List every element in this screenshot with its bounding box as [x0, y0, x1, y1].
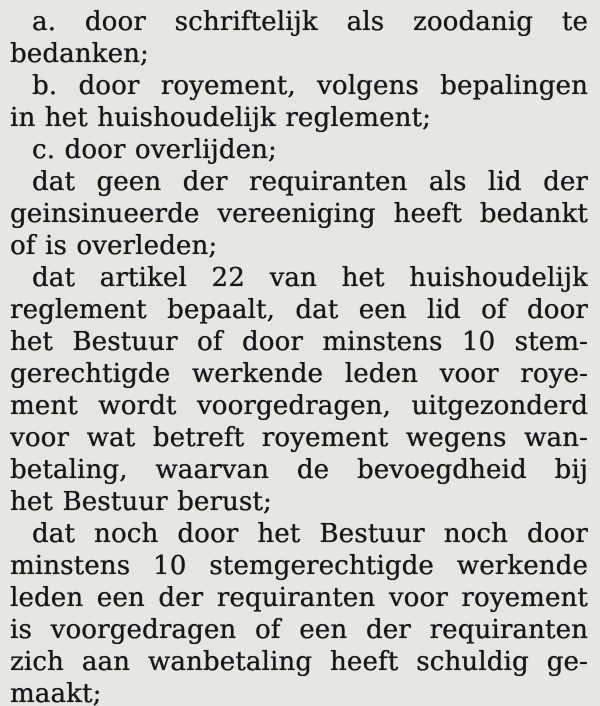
text-line: het Bestuur berust;	[10, 487, 272, 517]
text-line: dat noch door het Bestuur noch door	[32, 519, 588, 549]
text-line: c. door overlijden;	[32, 135, 277, 165]
text-line: gerechtigde werkende leden voor roye-	[10, 359, 588, 389]
text-line: het Bestuur of door minstens 10 stem-	[10, 327, 588, 357]
text-line: b. door royement, volgens bepalingen	[32, 71, 588, 101]
text-line: of is overleden;	[10, 231, 218, 261]
text-line: reglement bepaalt, dat een lid of door	[10, 295, 588, 325]
text-line: betaling, waarvan de bevoegdheid bij	[10, 455, 588, 485]
text-line: a. door schriftelijk als zoodanig te	[32, 7, 588, 37]
text-line: ment wordt voorgedragen, uitgezonderd	[10, 391, 588, 421]
text-line: leden een der requiranten voor royement	[10, 583, 588, 613]
text-line: dat geen der requiranten als lid der	[32, 167, 588, 197]
text-line: voor wat betreft royement wegens wan-	[10, 423, 588, 453]
text-line: maakt;	[10, 679, 102, 706]
text-line: zich aan wanbetaling heeft schuldig ge-	[10, 647, 588, 677]
text-line: in het huishoudelijk reglement;	[10, 103, 432, 133]
text-line: minstens 10 stemgerechtigde werkende	[10, 551, 588, 581]
legal-text-block	[10, 6, 588, 706]
text-line: geinsinueerde vereeniging heeft bedankt	[10, 199, 588, 229]
text-line: bedanken;	[10, 39, 149, 69]
text-line: is voorgedragen of een der requiranten	[10, 615, 588, 645]
text-line: dat artikel 22 van het huishoudelijk	[32, 263, 588, 293]
